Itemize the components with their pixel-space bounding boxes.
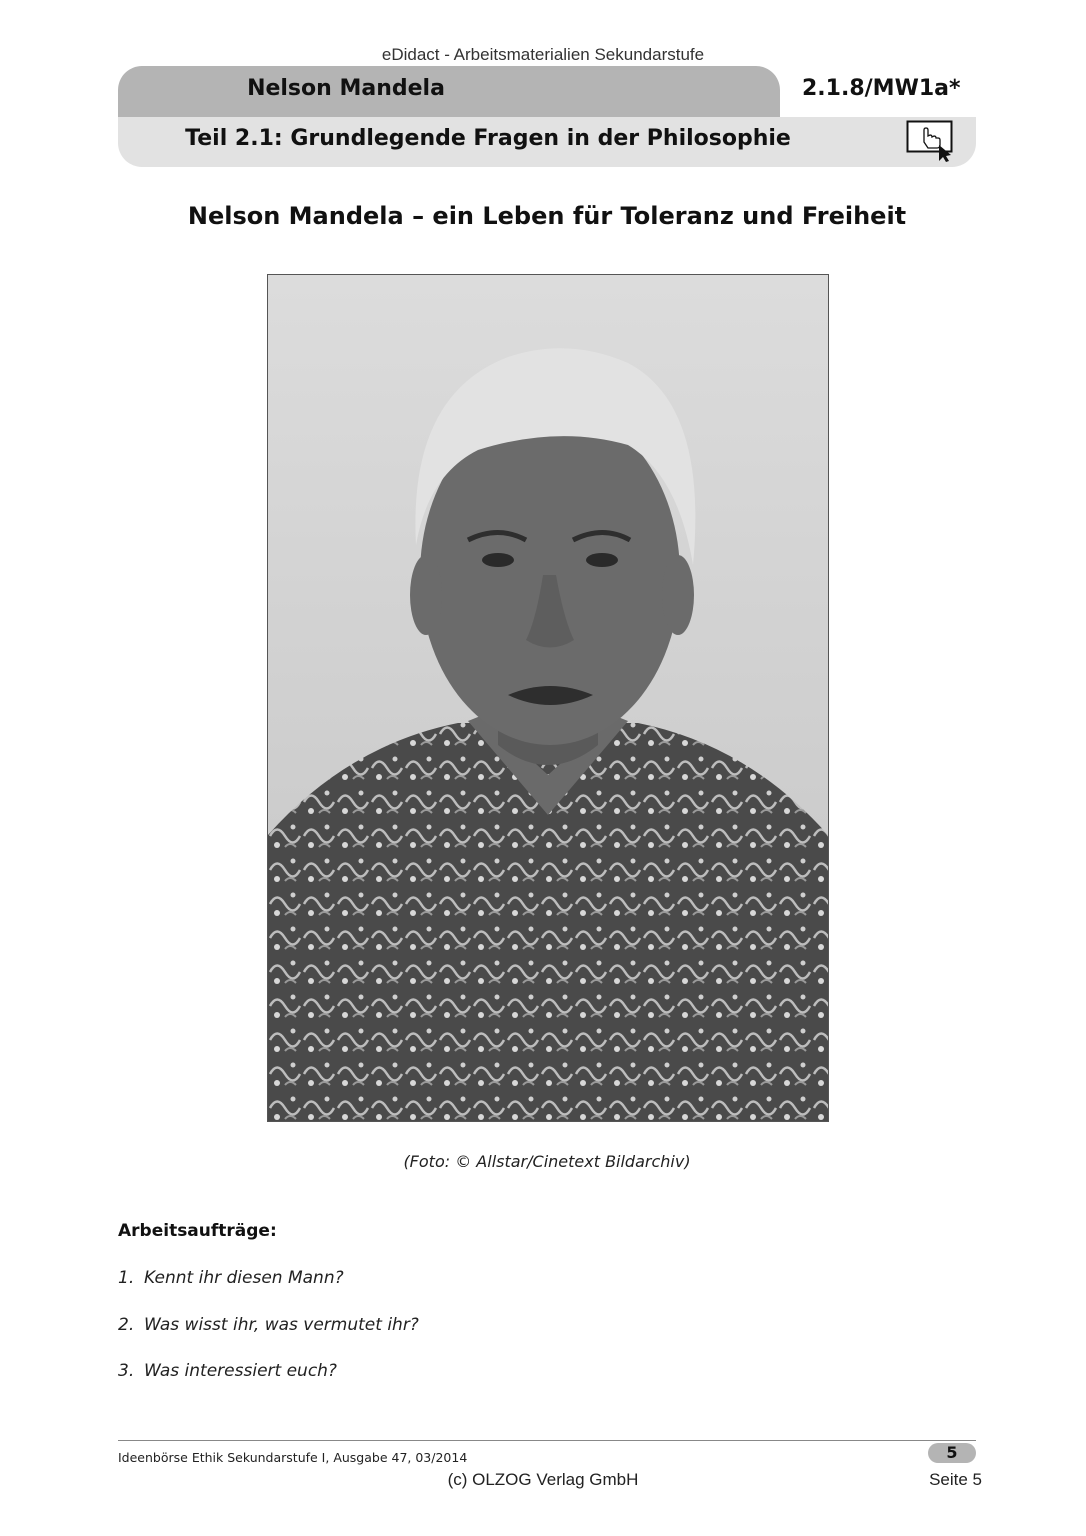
task-item — [118, 1268, 344, 1288]
touchscreen-pointer-icon — [906, 120, 954, 162]
footer-copyright: (c) OLZOG Verlag GmbH — [447, 1470, 639, 1489]
portrait-photo — [267, 274, 829, 1122]
tasks-heading: Arbeitsaufträge: — [118, 1221, 277, 1241]
task-item — [118, 1315, 419, 1335]
task-text: Was interessiert euch? — [144, 1361, 337, 1381]
task-number: 1. — [118, 1268, 135, 1288]
footer-page-label: Seite 5 — [929, 1470, 982, 1489]
task-item — [118, 1361, 337, 1381]
footer-divider — [118, 1440, 976, 1441]
footer-publication: Ideenbörse Ethik Sekundarstufe I, Ausgabe 47, 03/2014 — [118, 1450, 468, 1465]
document-code: 2.1.8/MW1a* — [802, 76, 961, 101]
page-number-badge: 5 — [928, 1443, 976, 1463]
task-text: Was wisst ihr, was vermutet ihr? — [144, 1315, 419, 1335]
top-label: eDidact - Arbeitsmaterialien Sekundarstufe — [381, 45, 705, 64]
header-title: Nelson Mandela — [247, 76, 445, 101]
task-text: Kennt ihr diesen Mann? — [144, 1268, 344, 1288]
task-number: 3. — [118, 1361, 135, 1381]
task-number: 2. — [118, 1315, 135, 1335]
header-subtitle: Teil 2.1: Grundlegende Fragen in der Philosophie — [185, 126, 791, 151]
main-title: Nelson Mandela – ein Leben für Toleranz und Freiheit — [187, 202, 907, 230]
photo-caption: (Foto: © Allstar/Cinetext Bildarchiv) — [403, 1152, 691, 1171]
